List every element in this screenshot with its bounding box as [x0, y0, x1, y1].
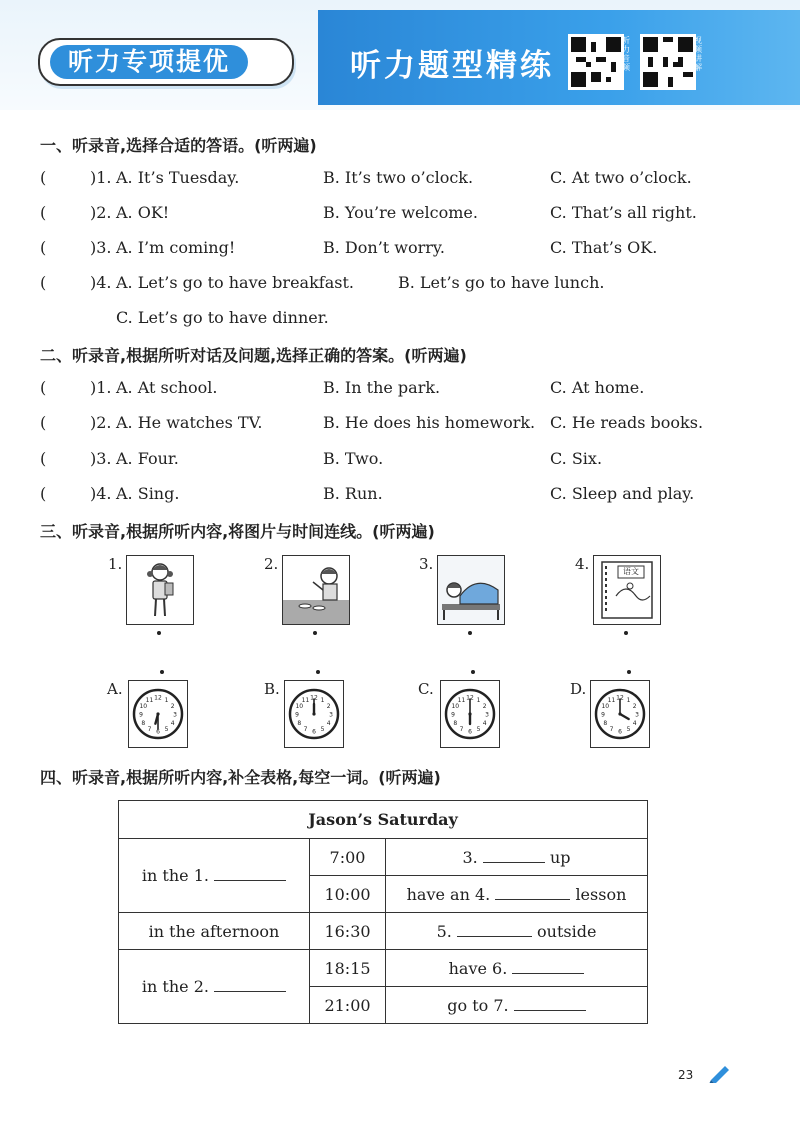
- option-b: B. You’re welcome.: [323, 203, 478, 222]
- schedule-table: [118, 800, 648, 1024]
- clock-numeral: 4: [170, 720, 175, 727]
- answer-blank-4[interactable]: [495, 899, 570, 900]
- clock-numeral: 1: [320, 696, 325, 704]
- qr-code-video-icon[interactable]: [640, 34, 696, 90]
- picture-number: 3.: [419, 555, 434, 573]
- period-cell: [119, 950, 310, 1024]
- sleeping-child-icon: [438, 556, 504, 624]
- clock-numeral: 3: [635, 711, 639, 719]
- picture-child-sleeping: [437, 555, 505, 625]
- time-cell: 7:00: [310, 839, 386, 876]
- match-dot[interactable]: [313, 631, 317, 635]
- answer-blank-3[interactable]: [483, 862, 545, 863]
- book-title: 语文: [623, 567, 639, 576]
- clock-numeral: 7: [303, 726, 308, 734]
- option-a: A. It’s Tuesday.: [116, 168, 240, 187]
- clock-letter: A.: [107, 680, 123, 698]
- clock-numeral: 8: [603, 720, 608, 727]
- table-row: [119, 950, 648, 987]
- clock-numeral: 11: [457, 696, 466, 704]
- clock-letter: B.: [264, 680, 280, 698]
- option-c: C. He reads books.: [550, 413, 704, 432]
- clock-c: [440, 680, 500, 748]
- clock-numeral: 4: [482, 720, 487, 727]
- answer-blank[interactable]: (: [40, 168, 47, 187]
- activity-text: have an 4.: [406, 884, 491, 904]
- answer-blank-6[interactable]: [512, 973, 584, 974]
- clock-center: [312, 712, 315, 715]
- clock-numeral: 7: [459, 726, 464, 734]
- clock-numeral: 1: [476, 696, 481, 704]
- clock-numeral: 12: [466, 694, 474, 702]
- activity-cell: [386, 913, 648, 950]
- option-c: C. That’s all right.: [550, 203, 697, 222]
- question-number: )4.: [90, 273, 112, 292]
- match-dot[interactable]: [624, 631, 628, 635]
- option-a: A. At school.: [116, 378, 218, 397]
- clock-numeral: 6: [312, 728, 316, 736]
- clock-numeral: 3: [485, 711, 489, 719]
- clock-numeral: 10: [295, 703, 304, 710]
- clock-numeral: 6: [618, 728, 622, 736]
- option-b: B. Two.: [323, 449, 384, 468]
- picture-girl-schoolbag: [126, 555, 194, 625]
- answer-blank-2[interactable]: [214, 991, 286, 992]
- clock-center: [618, 712, 621, 715]
- qr-code-audio-icon[interactable]: [568, 34, 624, 90]
- activity-cell: [386, 950, 648, 987]
- clock-numeral: 11: [145, 696, 154, 704]
- clock-numeral: 2: [170, 703, 175, 710]
- qr-pattern-icon: [571, 37, 621, 87]
- picture-girl-eating: [282, 555, 350, 625]
- match-dot[interactable]: [627, 670, 631, 674]
- section2-title: 二、听录音,根据所听对话及问题,选择正确的答案。(听两遍): [40, 346, 467, 365]
- clock-numeral: 7: [609, 726, 614, 734]
- clock-numeral: 9: [295, 711, 299, 719]
- clock-numeral: 10: [451, 703, 460, 710]
- period-cell: in the afternoon: [119, 913, 310, 950]
- time-cell: 16:30: [310, 913, 386, 950]
- pencil-icon: [708, 1063, 732, 1083]
- option-c: C. At home.: [550, 378, 645, 397]
- activity-cell: [386, 987, 648, 1024]
- clock-numeral: 10: [601, 703, 610, 710]
- answer-blank[interactable]: (: [40, 484, 47, 503]
- option-a: A. Sing.: [116, 484, 180, 503]
- clock-numeral: 12: [616, 694, 624, 702]
- option-b: B. It’s two o’clock.: [323, 168, 474, 187]
- period-cell: [119, 839, 310, 913]
- section1-title: 一、听录音,选择合适的答语。(听两遍): [40, 136, 317, 155]
- clock-numeral: 3: [173, 711, 177, 719]
- picture-chinese-book: [593, 555, 661, 625]
- clock-letter: D.: [570, 680, 587, 698]
- activity-text: lesson: [575, 884, 627, 904]
- clock-numeral: 4: [326, 720, 331, 727]
- clock-numeral: 2: [326, 703, 331, 710]
- match-dot[interactable]: [160, 670, 164, 674]
- time-cell: 10:00: [310, 876, 386, 913]
- clock-numeral: 9: [451, 711, 455, 719]
- option-b: B. Let’s go to have lunch.: [398, 273, 605, 292]
- clock-numeral: 5: [476, 726, 481, 734]
- option-a: A. I’m coming!: [116, 238, 236, 257]
- option-b: B. He does his homework.: [323, 413, 536, 432]
- option-a: A. He watches TV.: [116, 413, 263, 432]
- option-b: B. Don’t worry.: [323, 238, 445, 257]
- clock-d: [590, 680, 650, 748]
- picture-number: 2.: [264, 555, 279, 573]
- answer-blank-1[interactable]: [214, 880, 286, 881]
- clock-numeral: 4: [632, 720, 637, 727]
- section4-title: 四、听录音,根据所听内容,补全表格,每空一词。(听两遍): [40, 768, 441, 787]
- option-a: A. OK!: [116, 203, 170, 222]
- question-number: )3.: [90, 238, 112, 257]
- match-dot[interactable]: [316, 670, 320, 674]
- answer-blank[interactable]: (: [40, 378, 47, 397]
- qr-label-video: 视频讲解: [694, 36, 702, 72]
- clock-numeral: 1: [164, 696, 169, 704]
- page-header: [0, 0, 800, 110]
- match-dot[interactable]: [471, 670, 475, 674]
- clock-numeral: 8: [297, 720, 302, 727]
- option-b: B. Run.: [323, 484, 383, 503]
- clock-icon: [591, 681, 649, 747]
- question-number: )3.: [90, 449, 112, 468]
- activity-text: have 6.: [448, 958, 508, 978]
- clock-numeral: 8: [453, 720, 458, 727]
- qr-pattern-icon: [643, 37, 693, 87]
- picture-number: 4.: [575, 555, 590, 573]
- section-badge: [38, 38, 294, 86]
- activity-text: up: [549, 847, 571, 867]
- clock-numeral: 2: [632, 703, 637, 710]
- clock-center: [156, 712, 159, 715]
- activity-text: go to 7.: [447, 995, 509, 1015]
- page-number: 23: [678, 1068, 694, 1082]
- table-title: Jason’s Saturday: [119, 801, 648, 839]
- option-a: A. Four.: [116, 449, 179, 468]
- clock-icon: [285, 681, 343, 747]
- clock-numeral: 2: [482, 703, 487, 710]
- clock-numeral: 6: [468, 728, 472, 736]
- clock-b: [284, 680, 344, 748]
- time-cell: 18:15: [310, 950, 386, 987]
- clock-numeral: 10: [139, 703, 148, 710]
- answer-blank[interactable]: (: [40, 238, 47, 257]
- option-c: C. Sleep and play.: [550, 484, 695, 503]
- option-c: C. Six.: [550, 449, 603, 468]
- activity-cell: [386, 839, 648, 876]
- period-label: in the 1.: [141, 866, 209, 885]
- table-row: [119, 913, 648, 950]
- match-dot[interactable]: [468, 631, 472, 635]
- question-number: )4.: [90, 484, 112, 503]
- question-number: )2.: [90, 413, 112, 432]
- answer-blank[interactable]: (: [40, 413, 47, 432]
- clock-numeral: 8: [141, 720, 146, 727]
- section3-title: 三、听录音,根据所听内容,将图片与时间连线。(听两遍): [40, 522, 435, 541]
- clock-numeral: 7: [147, 726, 152, 734]
- option-a: A. Let’s go to have breakfast.: [116, 273, 354, 292]
- table-row: [119, 839, 648, 876]
- clock-numeral: 9: [601, 711, 605, 719]
- qr-label-audio: 听力音频: [622, 36, 630, 72]
- clock-numeral: 11: [301, 696, 310, 704]
- clock-numeral: 3: [329, 711, 333, 719]
- clock-letter: C.: [418, 680, 434, 698]
- option-b: B. In the park.: [323, 378, 441, 397]
- activity-text: outside: [537, 921, 597, 941]
- clock-numeral: 9: [139, 711, 143, 719]
- option-c: C. That’s OK.: [550, 238, 658, 257]
- clock-numeral: 5: [320, 726, 325, 734]
- girl-eating-icon: [283, 556, 349, 624]
- answer-blank[interactable]: (: [40, 273, 47, 292]
- question-number: )1.: [90, 168, 112, 187]
- clock-numeral: 5: [164, 726, 169, 734]
- clock-numeral: 12: [154, 694, 162, 702]
- answer-blank[interactable]: (: [40, 449, 47, 468]
- option-c: C. Let’s go to have dinner.: [116, 308, 329, 327]
- time-cell: 21:00: [310, 987, 386, 1024]
- clock-numeral: 1: [626, 696, 631, 704]
- section-badge-label: 听力专项提优: [50, 45, 248, 79]
- match-dot[interactable]: [157, 631, 161, 635]
- clock-a: [128, 680, 188, 748]
- question-number: )1.: [90, 378, 112, 397]
- clock-center: [468, 712, 471, 715]
- girl-schoolbag-icon: [127, 556, 193, 624]
- option-c: C. At two o’clock.: [550, 168, 692, 187]
- picture-number: 1.: [108, 555, 123, 573]
- clock-numeral: 5: [626, 726, 631, 734]
- clock-numeral: 12: [310, 694, 318, 702]
- period-label: in the 2.: [141, 977, 209, 996]
- clock-icon: [441, 681, 499, 747]
- clock-icon: [129, 681, 187, 747]
- answer-blank-5[interactable]: [457, 936, 532, 937]
- activity-text: 3.: [462, 847, 478, 867]
- clock-numeral: 6: [156, 728, 160, 736]
- clock-numeral: 11: [607, 696, 616, 704]
- activity-text: 5.: [436, 921, 452, 941]
- table-row: [119, 801, 648, 839]
- answer-blank-7[interactable]: [514, 1010, 586, 1011]
- question-number: )2.: [90, 203, 112, 222]
- answer-blank[interactable]: (: [40, 203, 47, 222]
- activity-cell: [386, 876, 648, 913]
- page-title: 听力题型精练: [350, 48, 554, 84]
